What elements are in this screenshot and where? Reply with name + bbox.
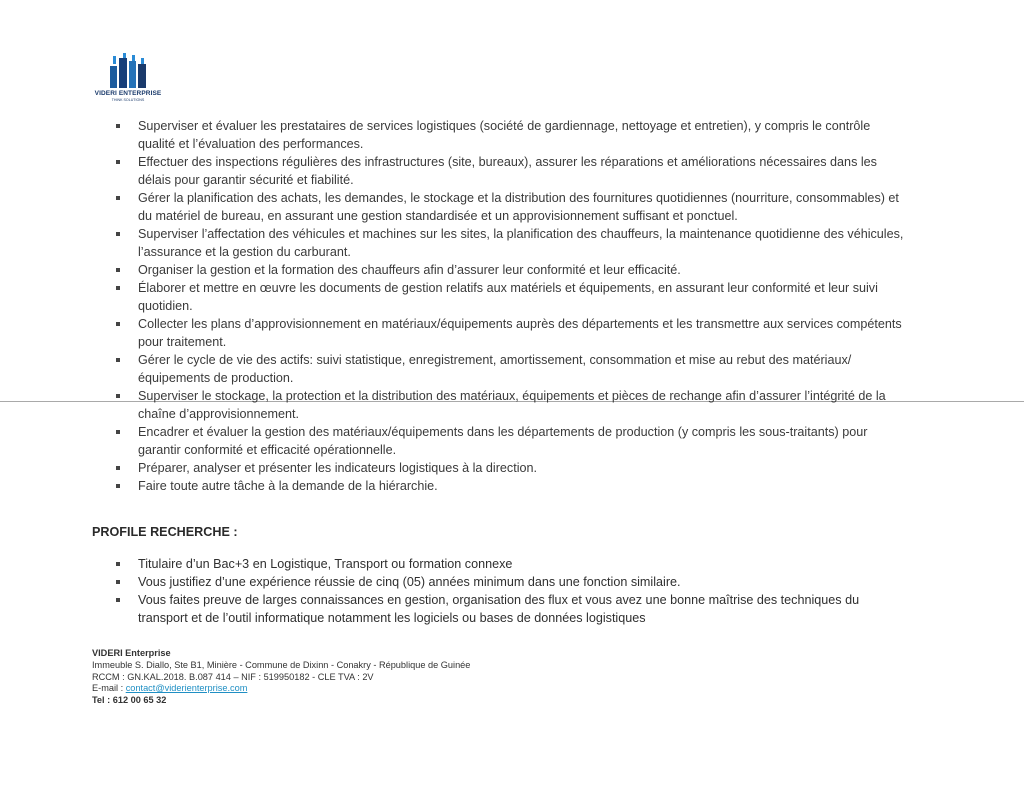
footer-email-link[interactable]: contact@viderienterprise.com bbox=[125, 683, 248, 694]
task-item bbox=[110, 423, 910, 459]
bullet-icon bbox=[116, 466, 120, 470]
task-item bbox=[110, 459, 910, 477]
bullet-icon bbox=[116, 286, 120, 290]
task-text: Superviser le stockage, la protection et la distribution des matériaux, équipements et pièces de rechange afin d’assurer l’intégrité de la chaîne d’approvisionnement. bbox=[138, 389, 886, 421]
requirement-item bbox=[110, 555, 910, 573]
task-text: Superviser l’affectation des véhicules et machines sur les sites, la planification des chauffeurs, la maintenance quotidienne des véhicules, l’assurance et la gestion du carburant. bbox=[138, 227, 904, 259]
task-text: Élaborer et mettre en œuvre les documents de gestion relatifs aux matériels et équipements, en assurant leur conformité et leur suivi quotidien. bbox=[138, 281, 878, 313]
logo-tagline: THINK SOLUTIONS bbox=[111, 98, 145, 102]
bullet-icon bbox=[116, 160, 120, 164]
task-item bbox=[110, 315, 910, 351]
task-text: Effectuer des inspections régulières des infrastructures (site, bureaux), assurer les réparations et améliorations nécessaires dans les délais pour garantir sécurité et fiabilité. bbox=[138, 155, 877, 187]
task-text: Gérer le cycle de vie des actifs: suivi statistique, enregistrement, amortissement, consommation et mise au rebut des matériaux/équipements de production. bbox=[138, 353, 852, 385]
requirement-item bbox=[110, 573, 910, 591]
task-text: Collecter les plans d’approvisionnement en matériaux/équipements auprès des départements et les transmettre aux services compétents pour traitement. bbox=[138, 317, 902, 349]
footer-registration: RCCM : GN.KAL.2018. B.087 414 – NIF : 519950182 - CLE TVA : 2V bbox=[92, 671, 374, 682]
task-item bbox=[110, 477, 910, 495]
footer-company-name: VIDERI Enterprise bbox=[92, 648, 171, 658]
task-item bbox=[110, 261, 910, 279]
task-item bbox=[110, 279, 910, 315]
bullet-icon bbox=[116, 430, 120, 434]
company-footer bbox=[92, 648, 470, 707]
task-item bbox=[110, 225, 910, 261]
footer-email-line bbox=[92, 683, 470, 695]
task-text: Faire toute autre tâche à la demande de la hiérarchie. bbox=[138, 479, 438, 493]
logo-name: VIDERI ENTERPRISE bbox=[94, 90, 162, 97]
task-item bbox=[110, 387, 910, 423]
bullet-icon bbox=[116, 124, 120, 128]
task-text: Organiser la gestion et la formation des chauffeurs afin d’assurer leur conformité et leur efficacité. bbox=[138, 263, 681, 277]
bullet-icon bbox=[116, 484, 120, 488]
task-item bbox=[110, 189, 910, 225]
profile-requirements-list bbox=[110, 555, 910, 627]
profile-section-title: PROFILE RECHERCHE : bbox=[92, 525, 238, 539]
bullet-icon bbox=[116, 562, 120, 566]
task-item bbox=[110, 153, 910, 189]
bullet-icon bbox=[116, 268, 120, 272]
company-logo bbox=[88, 52, 168, 120]
requirement-text: Vous faites preuve de larges connaissances en gestion, organisation des flux et vous avez une bonne maîtrise des techniques du transport et de l’outil informatique notamment les logiciels ou bases de données logistiques bbox=[138, 593, 860, 625]
task-text: Gérer la planification des achats, les demandes, le stockage et la distribution des fournitures quotidiennes (nourriture, consommables) et du matériel de bureau, en assurant une gestion standardisée et un approvisionnement suffisant et ponctuel. bbox=[138, 191, 899, 223]
building-logo-icon bbox=[109, 52, 147, 88]
requirement-item bbox=[110, 591, 910, 627]
bullet-icon bbox=[116, 322, 120, 326]
footer-email-label: E-mail : bbox=[92, 683, 126, 694]
footer-phone: Tel : 612 00 65 32 bbox=[92, 695, 167, 706]
bullet-icon bbox=[116, 358, 120, 362]
bullet-icon bbox=[116, 580, 120, 584]
bullet-icon bbox=[116, 196, 120, 200]
bullet-icon bbox=[116, 232, 120, 236]
bullet-icon bbox=[116, 598, 120, 602]
requirement-text: Titulaire d’un Bac+3 en Logistique, Transport ou formation connexe bbox=[138, 557, 513, 571]
bullet-icon bbox=[116, 394, 120, 398]
task-item bbox=[110, 351, 910, 387]
task-text: Préparer, analyser et présenter les indicateurs logistiques à la direction. bbox=[138, 461, 538, 475]
task-list bbox=[110, 117, 910, 495]
footer-address: Immeuble S. Diallo, Ste B1, Minière - Commune de Dixinn - Conakry - République de Guinée bbox=[92, 659, 471, 670]
task-item bbox=[110, 117, 910, 153]
requirement-text: Vous justifiez d’une expérience réussie de cinq (05) années minimum dans une fonction similaire. bbox=[138, 575, 681, 589]
task-text: Encadrer et évaluer la gestion des matériaux/équipements dans les départements de production (y compris les sous-traitants) pour garantir conformité et efficacité opérationnelle. bbox=[138, 425, 868, 457]
task-text: Superviser et évaluer les prestataires de services logistiques (société de gardiennage, nettoyage et entretien), y compris le contrôle qualité et l’évaluation des performances. bbox=[138, 119, 871, 151]
